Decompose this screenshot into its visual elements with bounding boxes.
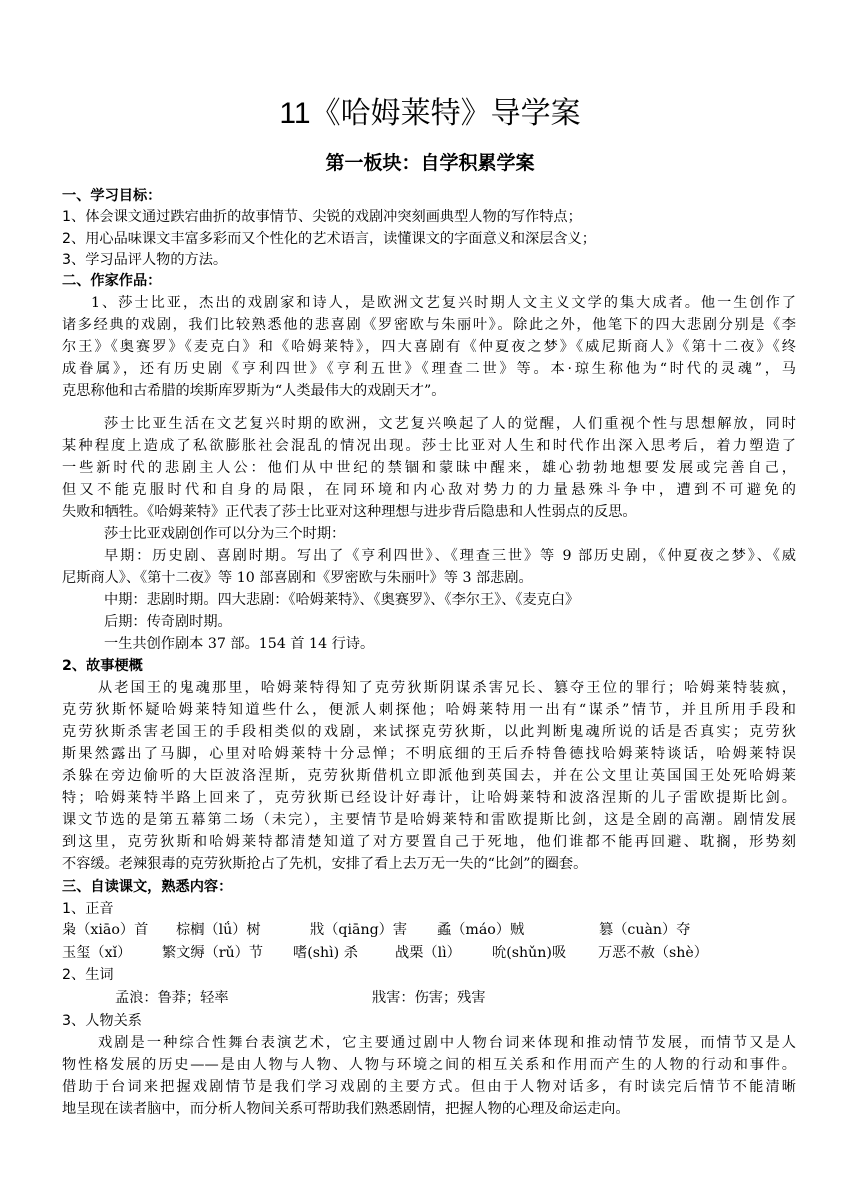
subheading-pronunciation: 1、正音 [62, 901, 114, 917]
paragraph-line: 莎士比亚戏剧创作可以分为三个时期： [104, 526, 346, 542]
pronunciation-item: 战栗（lì） [395, 945, 461, 961]
paragraph-line: 克思称他和古希腊的埃斯库罗斯为“人类最伟大的戏剧天才”。 [62, 383, 446, 399]
pronunciation-item: 吮(shǔn)吸 [492, 945, 567, 961]
story-line: 克劳狄斯怀疑哈姆莱特知道些什么，便派人刺探他；哈姆莱特用一出有“谋杀”情节，并且所用手段和 [62, 702, 796, 718]
story-line: 到这里，克劳狄斯和哈姆莱特都清楚知道了对方要置自己于死地，他们谁都不能再回避、耽搁，形势刻 [62, 834, 796, 850]
story-line: 克劳狄斯杀害老国王的手段相类似的戏剧，来试探克劳狄斯，以此判断鬼魂所说的话是否真实；克劳狄 [62, 724, 796, 740]
page-subtitle: 第一板块：自学积累学案 [325, 152, 535, 174]
subheading-vocabulary: 2、生词 [62, 967, 114, 983]
story-line: 从老国王的鬼魂那里，哈姆莱特得知了克劳狄斯阴谋杀害兄长、篡夺王位的罪行；哈姆莱特装疯， [98, 680, 796, 696]
period-early-cont: 尼斯商人》、《第十二夜》等 10 部喜剧和《罗密欧与朱丽叶》等 3 部悲剧。 [62, 570, 533, 586]
section-heading-story: 2、故事梗概 [62, 658, 143, 674]
period-late: 后期：传奇剧时期。 [104, 614, 232, 630]
pronunciation-item: 嗜(shì) 杀 [293, 945, 358, 961]
story-line: 课文节选的是第五幕第二场（未完），主要情节是哈姆莱特和雷欧提斯比剑，这是全剧的高潮。剧情发展 [62, 812, 796, 828]
period-early: 早期：历史剧、喜剧时期。写出了《亨利四世》、《理查三世》等 9 部历史剧，《仲夏夜之梦》、《威 [104, 548, 796, 564]
pronunciation-item: 戕（qiāng）害 [310, 922, 408, 938]
section-heading-reading: 三、自读课文，熟悉内容： [62, 879, 233, 895]
paragraph-line: 但又不能克服时代和自身的局限，在同环境和内心敌对势力的力量悬殊斗争中，遭到不可避免的 [62, 482, 796, 498]
page-title: 11《哈姆莱特》导学案 [279, 97, 581, 130]
relations-line: 戏剧是一种综合性舞台表演艺术，它主要通过剧中人物台词来体现和推动情节发展，而情节又是人 [98, 1035, 796, 1051]
goal-item: 2、用心品味课文丰富多彩而又个性化的艺术语言，读懂课文的字面意义和深层含义； [62, 231, 596, 247]
pronunciation-item: 玉玺（xǐ） [62, 945, 132, 961]
pronunciation-item: 枭（xiāo）首 [62, 922, 149, 938]
paragraph-line: 尔王》《奥赛罗》《麦克白》和《哈姆莱特》，四大喜剧有《仲夏夜之梦》《威尼斯商人》《第十二夜》《终 [62, 339, 796, 355]
story-line: 斯果然露出了马脚，心里对哈姆莱特十分忌惮；不明底细的王后乔特鲁德找哈姆莱特谈话，哈姆莱特误 [62, 746, 796, 762]
goal-item: 3、学习品评人物的方法。 [62, 252, 228, 268]
pronunciation-item: 蟊（máo）贼 [437, 922, 525, 938]
story-line: 杀躲在旁边偷听的大臣波洛涅斯，克劳狄斯借机立即派他到英国去，并在公文里让英国国王处死哈姆莱 [62, 768, 796, 784]
paragraph-line: 1、莎士比亚，杰出的戏剧家和诗人，是欧洲文艺复兴时期人文主义文学的集大成者。他一生创作了 [91, 295, 796, 311]
paragraph-line: 某种程度上造成了私欲膨胀社会混乱的情况出现。莎士比亚对人生和时代作出深入思考后，着力塑造了 [62, 438, 796, 454]
section-heading-author: 二、作家作品： [62, 273, 162, 289]
paragraph-line: 诸多经典的戏剧，我们比较熟悉他的悲喜剧《罗密欧与朱丽叶》。除此之外，他笔下的四大悲剧分别是《李 [62, 317, 796, 333]
subheading-relations: 3、人物关系 [62, 1013, 142, 1029]
goal-item: 1、体会课文通过跌宕曲折的故事情节、尖锐的戏剧冲突刻画典型人物的写作特点； [62, 209, 582, 225]
pronunciation-item: 篡（cuàn）夺 [599, 922, 691, 938]
period-middle: 中期：悲剧时期。四大悲剧：《哈姆莱特》、《奥赛罗》、《李尔王》、《麦克白》 [104, 592, 580, 608]
paragraph-line: 莎士比亚生活在文艺复兴时期的欧洲，文艺复兴唤起了人的觉醒，人们重视个性与思想解放，同时 [104, 416, 796, 432]
relations-line: 物性格发展的历史——是由人物与人物、人物与环境之间的相互关系和作用而产生的人物的行动和事件。 [62, 1057, 796, 1073]
paragraph-line: 一些新时代的悲剧主人公：他们从中世纪的禁锢和蒙昧中醒来，雄心勃勃地想要发展或完善自己， [62, 460, 796, 476]
pronunciation-item: 棕榈（lǘ）树 [176, 922, 261, 938]
relations-line: 借助于台词来把握戏剧情节是我们学习戏剧的主要方式。但由于人物对话多，有时读完后情节不能清晰 [62, 1079, 796, 1095]
story-line: 特；哈姆莱特半路上回来了，克劳狄斯已经设计好毒计，让哈姆莱特和波洛涅斯的儿子雷欧提斯比剑。 [62, 790, 796, 806]
pronunciation-item: 万恶不赦（shè） [598, 945, 708, 961]
paragraph-line: 失败和牺牲。《哈姆莱特》正代表了莎士比亚对这种理想与进步背后隐患和人性弱点的反思。 [62, 504, 637, 520]
vocabulary-item: 戕害：伤害；残害 [372, 990, 486, 1006]
vocabulary-item: 孟浪：鲁莽；轻率 [115, 990, 229, 1006]
total-works: 一生共创作剧本 37 部。154 首 14 行诗。 [104, 636, 375, 652]
pronunciation-item: 繁文缛（rǔ）节 [162, 945, 264, 961]
story-line: 不容缓。老辣狠毒的克劳狄斯抢占了先机，安排了看上去万无一失的“比剑”的圈套。 [62, 856, 588, 872]
relations-line: 地呈现在读者脑中，而分析人物间关系可帮助我们熟悉剧情，把握人物的心理及命运走向。 [62, 1101, 630, 1117]
section-heading-goals: 一、学习目标： [62, 188, 162, 204]
paragraph-line: 成眷属》，还有历史剧《亨利四世》《亨利五世》《理查二世》等。本·琼生称他为“时代的灵魂”，马 [62, 361, 796, 377]
